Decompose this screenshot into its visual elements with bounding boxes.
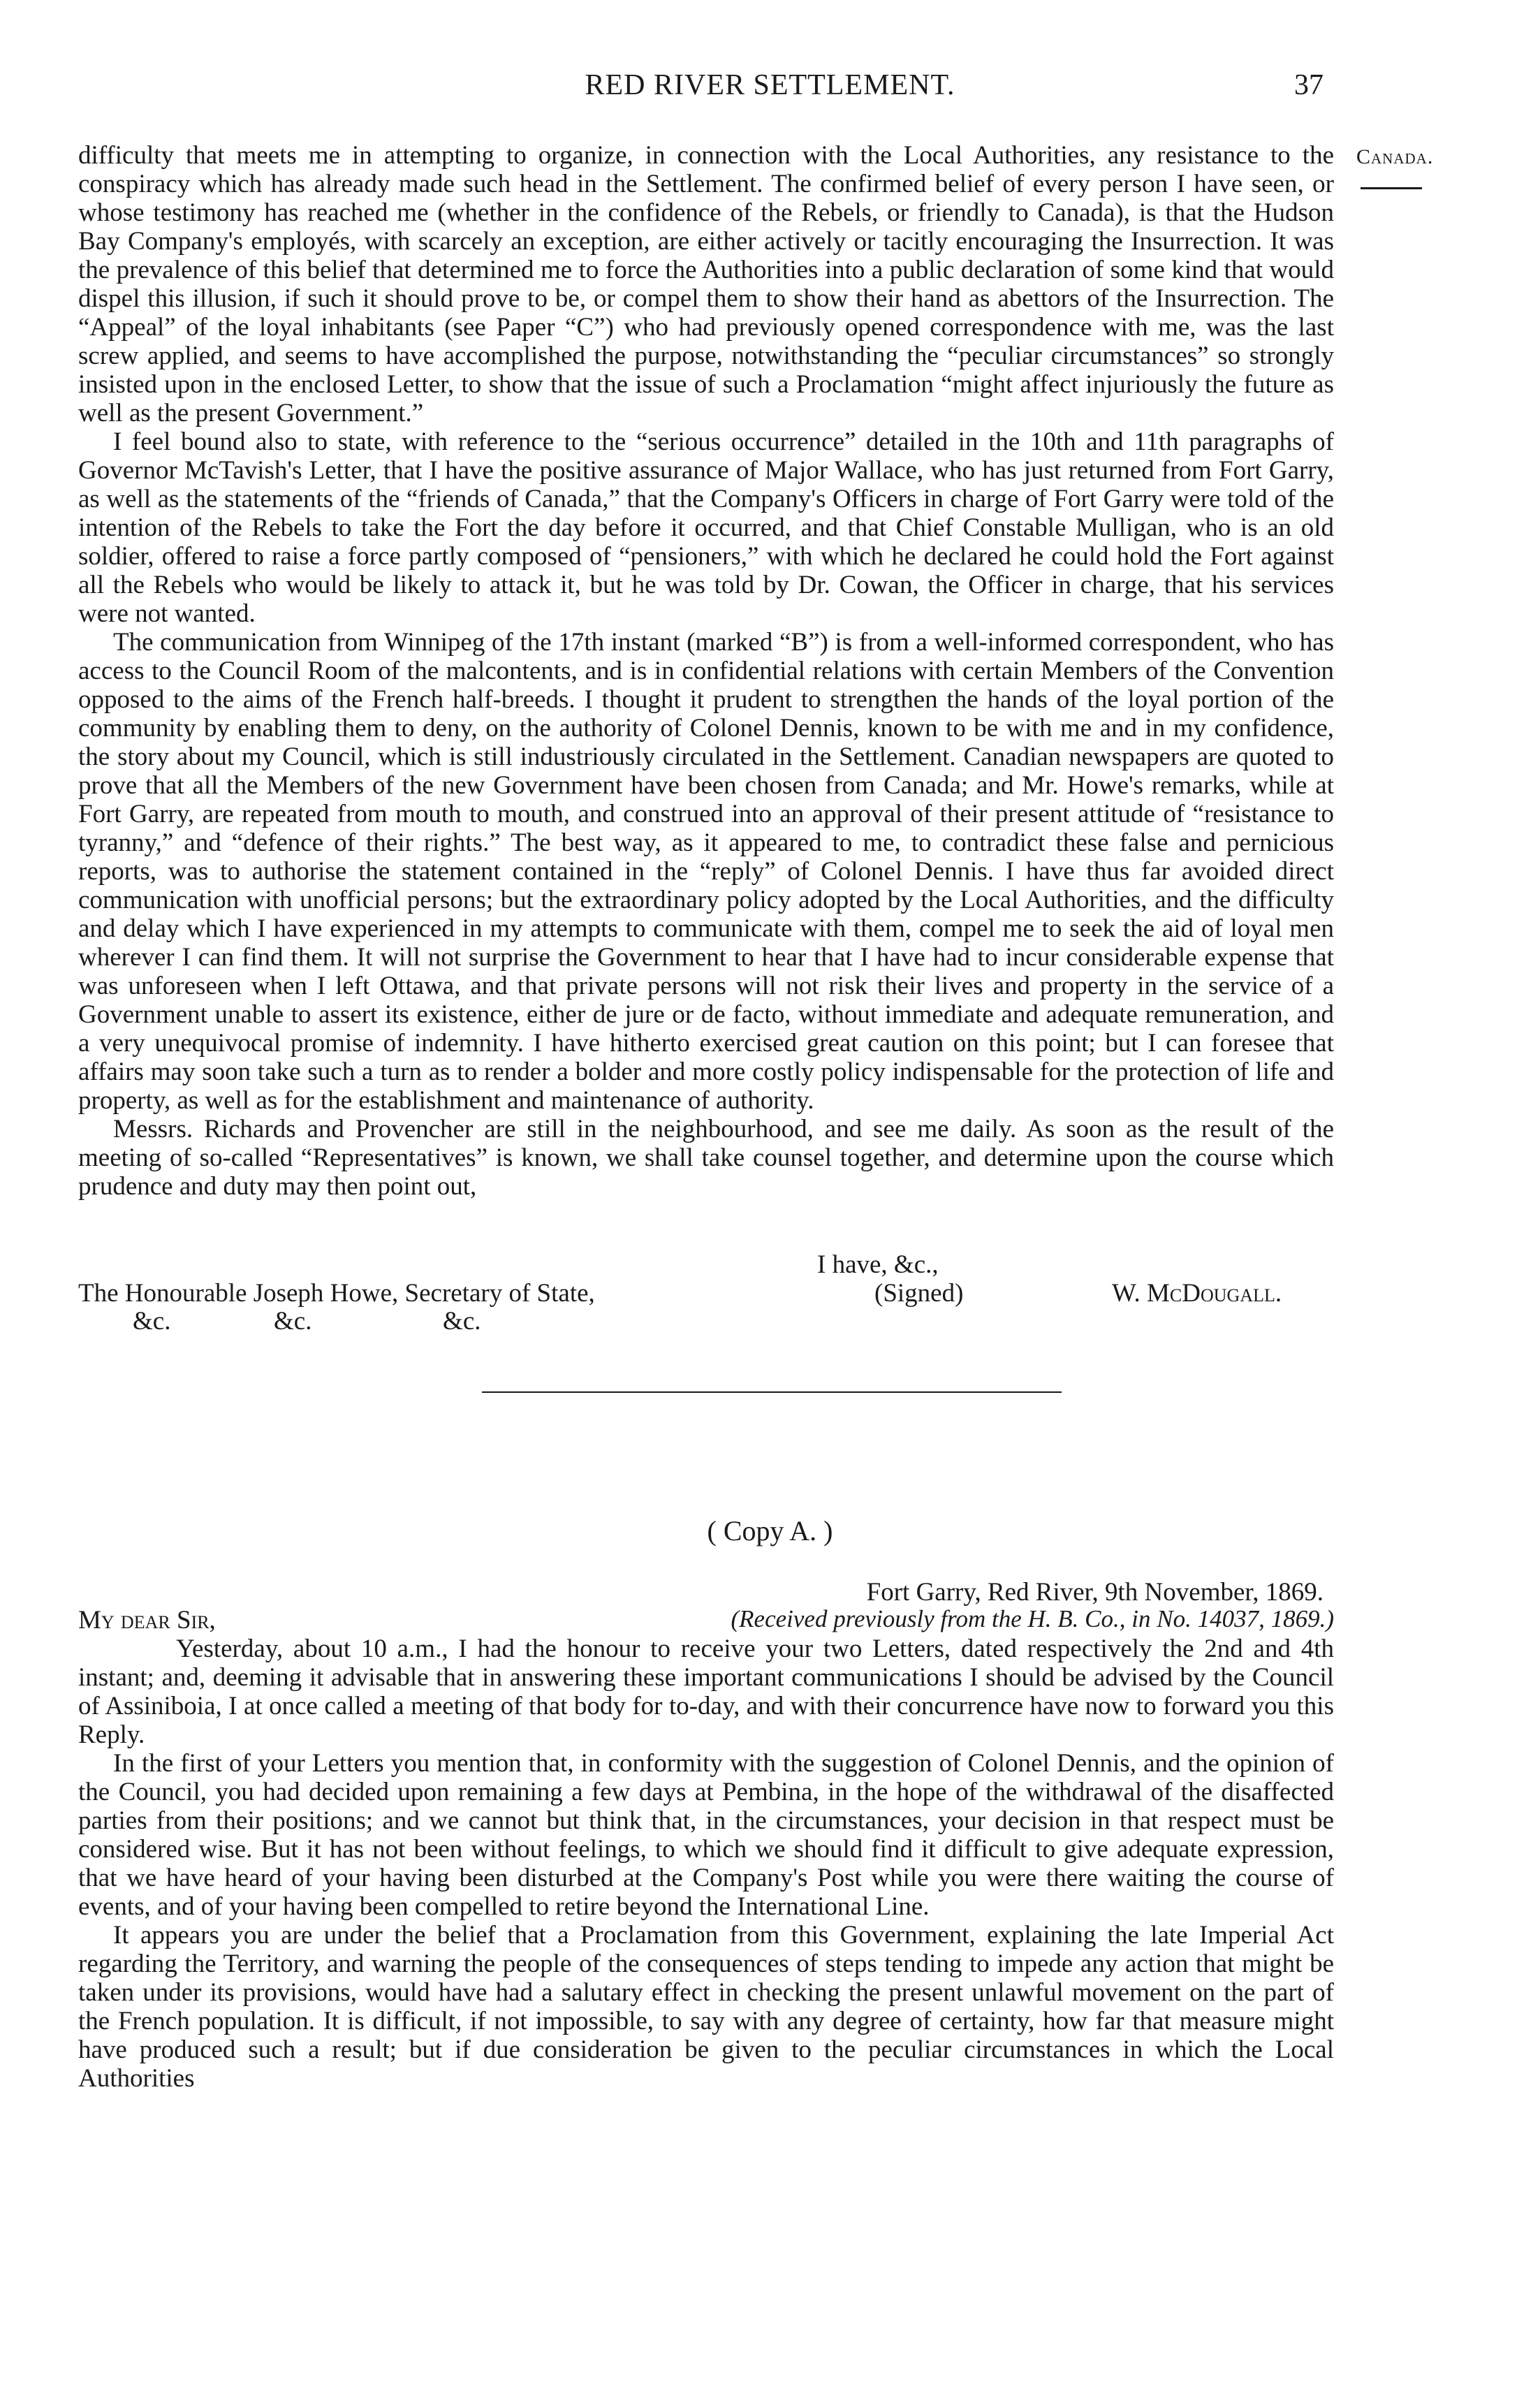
copy-a-body xyxy=(78,1635,1334,2093)
closing-line: I have, &c., xyxy=(817,1250,939,1279)
signed-label: (Signed) xyxy=(874,1279,964,1308)
salutation: My dear Sir, xyxy=(78,1606,216,1635)
paragraph: In the first of your Letters you mention that, in conformity with the suggestion of Colonel Dennis, and the opinion of the Council, you had decided upon remaining a few days at Pembina, in the hope of the withdrawal of the disaffected parties from their positions; and we cannot but think that, in the circumstances, your decision in that respect must be considered wise. But it has not been without feelings, to which we should find it difficult to give adequate expression, that we have heard of your having been disturbed at the Company's Post while you were there waiting the course of events, and of your having been compelled to retire beyond the International Line. xyxy=(78,1749,1334,1921)
etc-item: &c. xyxy=(443,1307,481,1336)
etc-row xyxy=(133,1306,481,1336)
page-header xyxy=(0,68,1540,110)
paragraph: I feel bound also to state, with reference to the “serious occurrence” detailed in the 10th and 11th paragraphs of Governor McTavish's Letter, that I have the positive assurance of Major Wallace, who has just returned from Fort Garry, as well as the statements of the “friends of Canada,” that the Company's Officers in charge of Fort Garry were told of the intention of the Rebels to take the Fort the day before it occurred, and that Chief Constable Mulligan, who is an old soldier, offered to raise a force partly composed of “pensioners,” with which he declared he could hold the Fort against all the Rebels who would be likely to attack it, but he was told by Dr. Cowan, the Officer in charge, that his services were not wanted. xyxy=(78,427,1334,628)
margin-note: Canada. xyxy=(1356,145,1434,168)
etc-item: &c. xyxy=(133,1307,171,1336)
signatory: W. McDougall. xyxy=(1112,1279,1282,1308)
paragraph: Yesterday, about 10 a.m., I had the honour to receive your two Letters, dated respectively the 2nd and 4th instant; and, deeming it advisable that in answering these important communications I should be advised by the Council of Assiniboia, I at once called a meeting of that body for to-day, and with their concurrence have now to forward you this Reply. xyxy=(78,1635,1334,1749)
margin-rule xyxy=(1361,187,1422,189)
etc-item: &c. xyxy=(274,1307,312,1336)
dateline: Fort Garry, Red River, 9th November, 1869. xyxy=(866,1578,1323,1607)
signature-row xyxy=(78,1278,1334,1309)
received-note: (Received previously from the H. B. Co., in No. 14037, 1869.) xyxy=(731,1605,1334,1632)
copy-heading: ( Copy A. ) xyxy=(707,1515,833,1547)
paragraph: It appears you are under the belief that a Proclamation from this Government, explaining the late Imperial Act regarding the Territory, and warning the people of the consequences of steps tending to impede any action that might be taken under its provisions, would have had a salutary effect in checking the present unlawful movement on the part of the French population. It is difficult, if not impossible, to say with any degree of certainty, how far that measure might have produced such a result; but if due consideration be given to the peculiar circumstances in which the Local Authorities xyxy=(78,1921,1334,2093)
section-divider xyxy=(482,1391,1062,1393)
page-number: 37 xyxy=(1294,69,1323,101)
running-title: RED RIVER SETTLEMENT. xyxy=(585,69,955,101)
paragraph: Messrs. Richards and Provencher are still in the neighbourhood, and see me daily. As soon as the result of the meeting of so-called “Representatives” is known, we shall take counsel together, and determine upon the course which prudence and duty may then point out, xyxy=(78,1115,1334,1201)
paragraph: difficulty that meets me in attempting to organize, in connection with the Local Authorities, any resistance to the conspiracy which has already made such head in the Settlement. The confirmed belief of every person I have seen, or whose testimony has reached me (whether in the confidence of the Rebels, or friendly to Canada), is that the Hudson Bay Company's employés, with scarcely an exception, are either actively or tacitly encouraging the Insurrection. It was the prevalence of this belief that determined me to force the Authorities into a public declaration of some kind that would dispel this illusion, if such it should prove to be, or compel them to show their hand as abettors of the Insurrection. The “Appeal” of the loyal inhabitants (see Paper “C”) who had previously opened correspondence with me, was the last screw applied, and seems to have accomplished the purpose, notwithstanding the “peculiar circumstances” so strongly insisted upon in the enclosed Letter, to show that the issue of such a Proclamation “might affect injuriously the future as well as the present Government.” xyxy=(78,141,1334,427)
addressee: The Honourable Joseph Howe, Secretary of State, xyxy=(78,1279,595,1308)
salutation-row xyxy=(78,1605,1334,1636)
letter-body xyxy=(78,141,1334,1201)
paragraph: The communication from Winnipeg of the 17th instant (marked “B”) is from a well-informed correspondent, who has access to the Council Room of the malcontents, and is in confidential relations with certain Members of the Convention opposed to the aims of the French half-breeds. I thought it prudent to strengthen the hands of the loyal portion of the community by enabling them to deny, on the authority of Colonel Dennis, known to be with me and in my confidence, the story about my Council, which is still industriously circulated in the Settlement. Canadian newspapers are quoted to prove that all the Members of the new Government have been chosen from Canada; and Mr. Howe's remarks, while at Fort Garry, are repeated from mouth to mouth, and construed into an approval of their present attitude of “resistance to tyranny,” and “defence of their rights.” The best way, as it appeared to me, to contradict these false and pernicious reports, was to authorise the statement contained in the “reply” of Colonel Dennis. I have thus far avoided direct communication with unofficial persons; but the extraordinary policy adopted by the Local Authorities, and the difficulty and delay which I have experienced in my attempts to communicate with them, compel me to seek the aid of loyal men wherever I can find them. It will not surprise the Government to hear that I have had to incur considerable expense that was unforeseen when I left Ottawa, and that private persons will not risk their lives and property in the service of a Government unable to assert its existence, either de jure or de facto, without immediate and adequate remuneration, and a very unequivocal promise of indemnity. I have hitherto exercised great caution on this point; but I can foresee that affairs may soon take such a turn as to render a bolder and more costly policy indispensable for the protection of life and property, as well as for the establishment and maintenance of authority. xyxy=(78,628,1334,1115)
